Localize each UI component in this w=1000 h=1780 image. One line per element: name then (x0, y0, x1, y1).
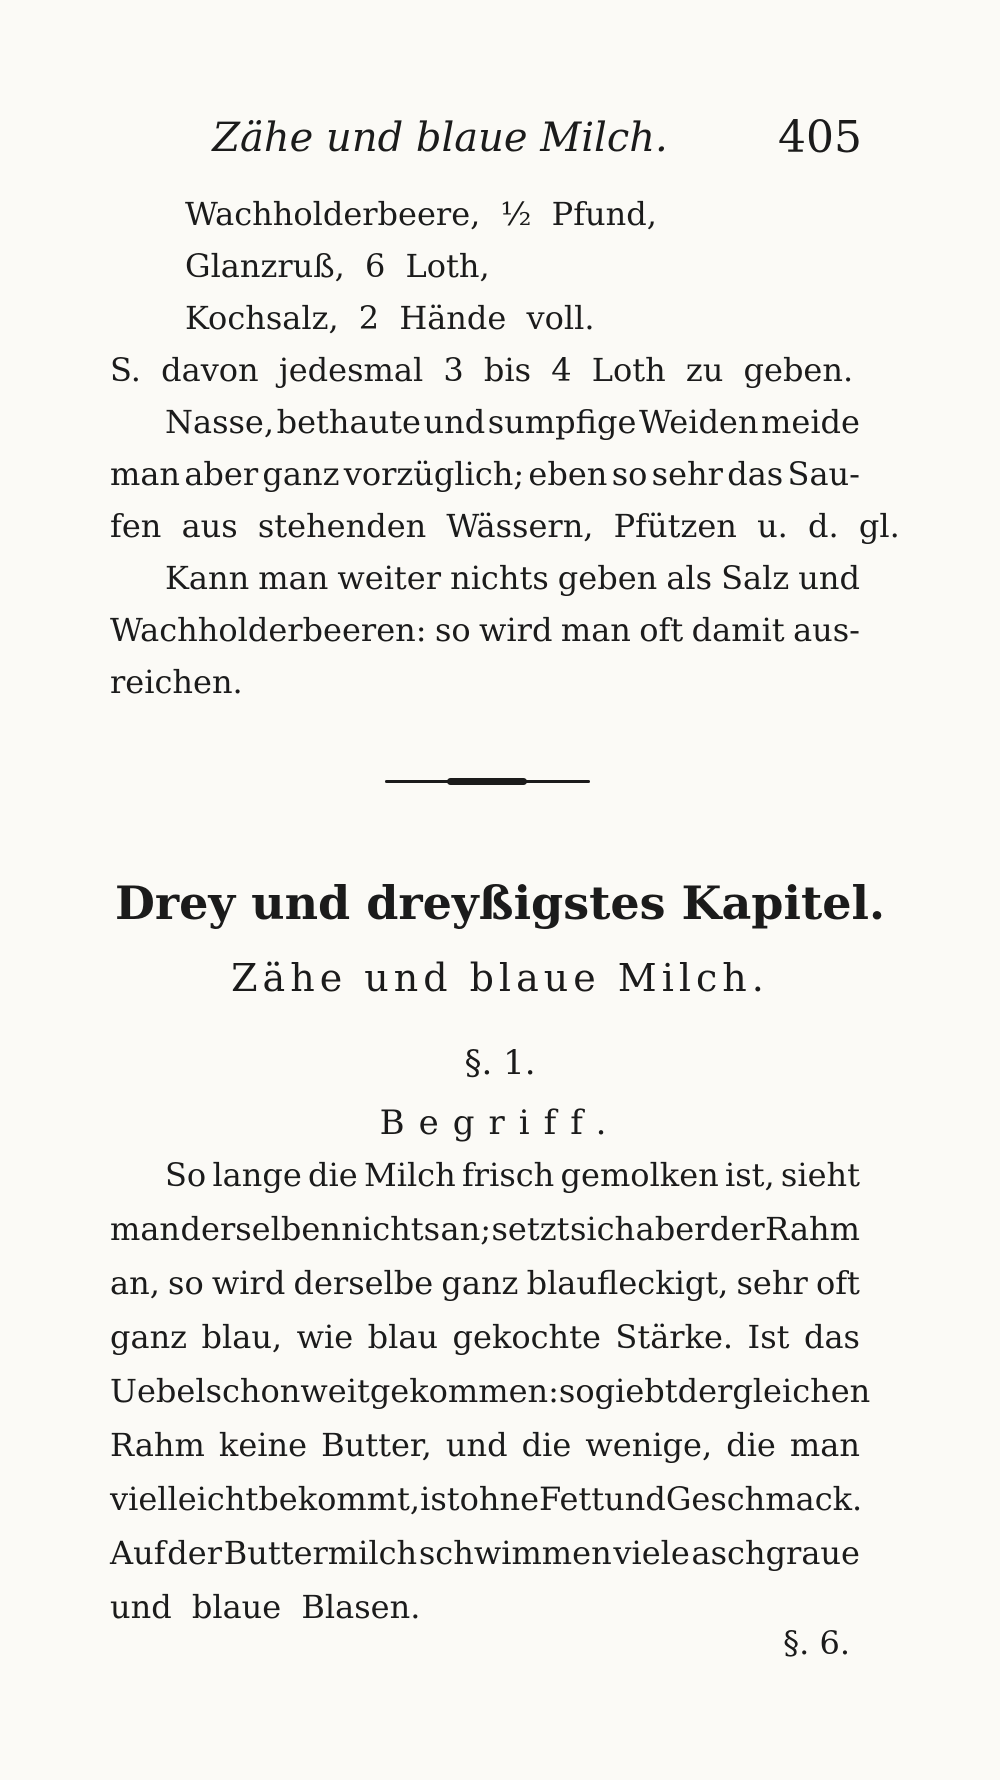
word: Milch (363, 1156, 456, 1194)
word: ohne (459, 1480, 540, 1518)
recipe-line: Kochsalz, 2 Hände voll. (185, 299, 595, 337)
running-head (110, 108, 880, 168)
body-line (110, 1148, 860, 1202)
paragraph-line (110, 448, 860, 500)
paragraph-line (110, 552, 860, 604)
word: ganz (441, 1264, 519, 1302)
word: die (521, 1426, 572, 1464)
paragraph-line: reichen. (110, 663, 243, 701)
word: giebt (594, 1372, 678, 1410)
word: man (560, 611, 631, 649)
word: Weiden (638, 403, 759, 441)
paragraph-line: fen aus stehenden Wässern, Pfützen u. d. gl. (110, 507, 900, 545)
word: Butter, (321, 1426, 432, 1464)
word: sehr (651, 455, 723, 493)
word: weiter (337, 559, 442, 597)
word: man (258, 559, 329, 597)
word: wird (211, 1264, 286, 1302)
word: sehr (736, 1264, 808, 1302)
word: schon (205, 1372, 301, 1410)
word: Rahm (765, 1210, 860, 1248)
running-title: Zähe und blaue Milch. (212, 115, 668, 161)
word: keine (218, 1426, 308, 1464)
word: aschgraue (691, 1534, 860, 1572)
word: Stärke. (615, 1318, 734, 1356)
body-line (110, 1202, 860, 1256)
word: so (558, 1372, 595, 1410)
word: nichts (450, 559, 549, 597)
word: bethaute (276, 403, 421, 441)
word: meide (761, 403, 860, 441)
word: die (308, 1156, 358, 1194)
word: und (604, 1480, 666, 1518)
word: Auf (110, 1534, 166, 1572)
word: viele (613, 1534, 690, 1572)
body-line (110, 1418, 860, 1472)
word: die (726, 1426, 776, 1464)
word: Geschmack. (665, 1480, 863, 1518)
word: oft (639, 611, 684, 649)
word: damit (691, 611, 785, 649)
dosage-line: S. davon jedesmal 3 bis 4 Loth zu geben. (110, 351, 854, 389)
word: wird (479, 611, 553, 649)
word: weit (300, 1372, 370, 1410)
word: ganz (262, 455, 340, 493)
word: wenige, (585, 1426, 713, 1464)
word: vorzüglich; (343, 455, 525, 493)
word: Nasse, (165, 403, 275, 441)
word: blaufleckigt, (526, 1264, 729, 1302)
word: derselben (180, 1210, 341, 1248)
word: der (167, 1534, 222, 1572)
word: Ist (747, 1318, 790, 1356)
word: man (110, 1210, 181, 1248)
body-line: und blaue Blasen. (110, 1588, 421, 1626)
word: bekommt, (258, 1480, 421, 1518)
word: aber (635, 1210, 710, 1248)
word: ist, (724, 1156, 775, 1194)
word: an; (440, 1210, 491, 1248)
word: aber (184, 455, 259, 493)
word: lange (212, 1156, 302, 1194)
page-number: 405 (778, 112, 862, 163)
word: das (727, 455, 784, 493)
word: ist (420, 1480, 460, 1518)
paragraph-line (110, 396, 860, 448)
chapter-title: Drey und dreyßigstes Kapitel. (115, 876, 885, 930)
word: Rahm (110, 1426, 205, 1464)
word: sich (569, 1210, 636, 1248)
word: an, (110, 1264, 160, 1302)
word: Fett (539, 1480, 605, 1518)
word: und (798, 559, 860, 597)
word: blau (367, 1318, 439, 1356)
word: dergleichen (677, 1372, 871, 1410)
word: oft (815, 1264, 860, 1302)
word: Kann (165, 559, 250, 597)
section-divider-rule (385, 780, 590, 783)
body-line (110, 1364, 871, 1418)
word: nichts (341, 1210, 441, 1248)
word: als (666, 559, 713, 597)
word: frisch (461, 1156, 555, 1194)
word: aus- (793, 611, 860, 649)
word: Buttermilch (223, 1534, 418, 1572)
body-line (110, 1310, 860, 1364)
word: so (168, 1264, 204, 1302)
word: Uebel (110, 1372, 206, 1410)
word: Salz (721, 559, 790, 597)
upper-text-block (110, 188, 900, 708)
word: gekommen: (369, 1372, 559, 1410)
recipe-line: Glanzruß, 6 Loth, (185, 247, 490, 285)
word: so (434, 611, 471, 649)
body-line (110, 1472, 863, 1526)
word: man (110, 455, 181, 493)
word: und (445, 1426, 508, 1464)
word: eben (528, 455, 608, 493)
word: der (709, 1210, 765, 1248)
body-line (110, 1256, 860, 1310)
word: blau, (201, 1318, 283, 1356)
word: geben (557, 559, 658, 597)
word: sumpfige (487, 403, 637, 441)
word: Sau- (787, 455, 860, 493)
word: vielleicht (110, 1480, 259, 1518)
catchword: §. 6. (783, 1624, 850, 1662)
word: So (165, 1156, 207, 1194)
word: und (423, 403, 486, 441)
word: gemolken (560, 1156, 719, 1194)
word: das (803, 1318, 860, 1356)
paragraph-line (110, 604, 860, 656)
word: schwimmen (418, 1534, 612, 1572)
word: setzt (491, 1210, 570, 1248)
chapter-subtitle: Zähe und blaue Milch. (231, 956, 769, 1000)
word: man (789, 1426, 860, 1464)
word: wie (296, 1318, 354, 1356)
word: so (611, 455, 648, 493)
section-number: §. 1. (464, 1043, 536, 1083)
word: gekochte (452, 1318, 601, 1356)
word: Wachholderbeeren: (110, 611, 427, 649)
word: ganz (110, 1318, 188, 1356)
word: derselbe (293, 1264, 434, 1302)
section-heading: Begriff. (379, 1103, 621, 1143)
body-text-block (110, 1148, 871, 1634)
word: sieht (780, 1156, 860, 1194)
body-line (110, 1526, 860, 1580)
recipe-line: Wachholderbeere, ½ Pfund, (185, 195, 657, 233)
